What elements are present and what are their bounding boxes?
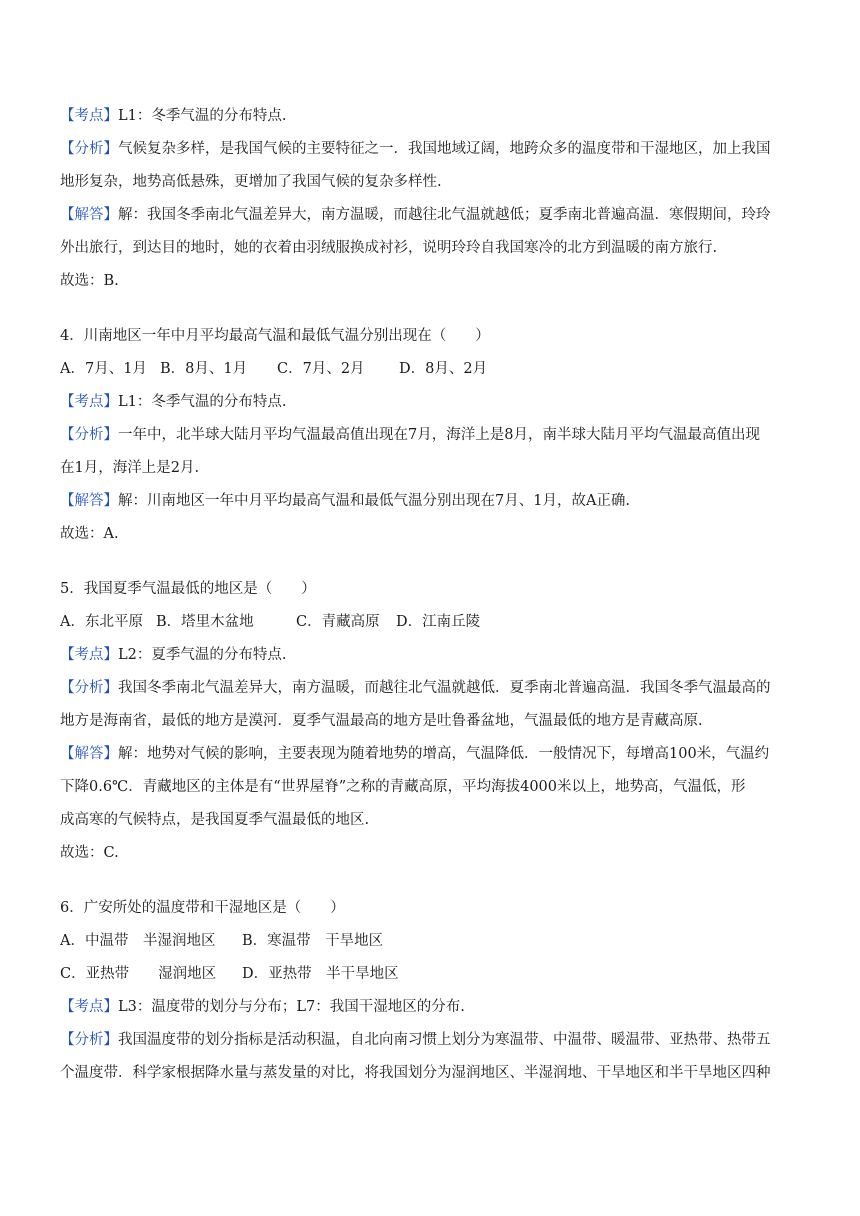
- q5-fenxi-line: 【分析】我国冬季南北气温差异大，南方温暖，而越往北气温就越低．夏季南北普遍高温．我国冬季气温最高的: [60, 680, 771, 696]
- fenxi-tag: 【分析】: [60, 1032, 118, 1048]
- q3-fenxi-line: 【分析】气候复杂多样，是我国气候的主要特征之一．我国地域辽阔，地跨众多的温度带和干湿地区，加上我国: [60, 141, 771, 157]
- q4-options: [60, 353, 805, 386]
- q5-option-b: B．塔里木盆地: [156, 614, 254, 630]
- q4-fenxi-line: 【分析】一年中，北半球大陆月平均气温最高值出现在7月，海洋上是8月，南半球大陆月平均气温最高值出现: [60, 427, 760, 443]
- q4-answer: 故选：A.: [60, 526, 119, 542]
- q6-fenxi-line-2: 个温度带．科学家根据降水量与蒸发量的对比，将我国划分为湿润地区、半湿润地、干旱地区和半干旱地区四种: [60, 1065, 771, 1081]
- q6-option-a: A．中温带 半湿润地区: [60, 933, 216, 949]
- q4-fenxi-line-2: 在1月，海洋上是2月.: [60, 460, 200, 476]
- q3-fenxi-line-2: 地形复杂，地势高低悬殊，更增加了我国气候的复杂多样性.: [60, 174, 442, 190]
- q4-option-a: A．7月、1月: [60, 361, 147, 377]
- q6-kaodian-line: 【考点】L3：温度带的划分与分布；L7：我国干湿地区的分布.: [60, 999, 465, 1015]
- q4-jieda-line: 【解答】解：川南地区一年中月平均最高气温和最低气温分别出现在7月、1月，故A正确.: [60, 493, 631, 509]
- document-page: [60, 100, 805, 1090]
- q3-jieda-line: 【解答】解：我国冬季南北气温差异大，南方温暖，而越往北气温就越低；夏季南北普遍高温．寒假期间，玲玲: [60, 207, 771, 223]
- q5-kaodian-line: 【考点】L2：夏季气温的分布特点.: [60, 647, 287, 663]
- q3-jieda-line-2: 外出旅行，到达目的地时，她的衣着由羽绒服换成衬衫，说明玲玲自我国寒冷的北方到温暖的南方旅行.: [60, 240, 718, 256]
- q6-fenxi-line: 【分析】我国温度带的划分指标是活动积温，自北向南习惯上划分为寒温带、中温带、暖温带、亚热带、热带五: [60, 1032, 771, 1048]
- q6-question: 6．广安所处的温度带和干湿地区是（ ）: [60, 900, 345, 916]
- q6-option-d: D．亚热带 半干旱地区: [242, 966, 399, 982]
- q5-jieda-line-2: 下降0.6℃．青藏地区的主体是有“世界屋脊”之称的青藏高原，平均海拔4000米以上，地势高，气温低，形: [60, 779, 746, 795]
- q4-kaodian-line: 【考点】L1：冬季气温的分布特点.: [60, 394, 287, 410]
- jieda-tag: 【解答】: [60, 207, 118, 223]
- q3-kaodian-line: 【考点】L1：冬季气温的分布特点.: [60, 108, 287, 124]
- q4-option-b: B．8月、1月: [160, 361, 248, 377]
- fenxi-tag: 【分析】: [60, 141, 118, 157]
- q5-option-a: A．东北平原: [60, 614, 143, 630]
- kaodian-tag: 【考点】: [60, 647, 118, 663]
- q5-options: [60, 606, 805, 639]
- q6-option-b: B．寒温带 干旱地区: [242, 933, 384, 949]
- q5-option-c: C．青藏高原: [296, 614, 380, 630]
- q6-options-row-1: [60, 925, 805, 958]
- jieda-tag: 【解答】: [60, 493, 118, 509]
- q6-option-c: C．亚热带 湿润地区: [60, 966, 217, 982]
- kaodian-tag: 【考点】: [60, 999, 118, 1015]
- q4-question: 4．川南地区一年中月平均最高气温和最低气温分别出现在（ ）: [60, 328, 490, 344]
- q5-fenxi-line-2: 地方是海南省，最低的地方是漠河．夏季气温最高的地方是吐鲁番盆地，气温最低的地方是青藏高原.: [60, 713, 703, 729]
- q3-answer: 故选：B.: [60, 273, 119, 289]
- q4-option-c: C．7月、2月: [277, 361, 365, 377]
- jieda-tag: 【解答】: [60, 746, 118, 762]
- q5-question: 5．我国夏季气温最低的地区是（ ）: [60, 581, 316, 597]
- q4-option-d: D．8月、2月: [399, 361, 488, 377]
- q6-options-row-2: [60, 958, 805, 991]
- kaodian-tag: 【考点】: [60, 394, 118, 410]
- kaodian-tag: 【考点】: [60, 108, 118, 124]
- q5-option-d: D．江南丘陵: [396, 614, 481, 630]
- q5-answer: 故选：C.: [60, 845, 119, 861]
- q5-jieda-line: 【解答】解：地势对气候的影响，主要表现为随着地势的增高，气温降低．一般情况下，每增高100米，气温约: [60, 746, 770, 762]
- fenxi-tag: 【分析】: [60, 680, 118, 696]
- q5-jieda-line-3: 成高寒的气候特点，是我国夏季气温最低的地区.: [60, 812, 370, 828]
- fenxi-tag: 【分析】: [60, 427, 118, 443]
